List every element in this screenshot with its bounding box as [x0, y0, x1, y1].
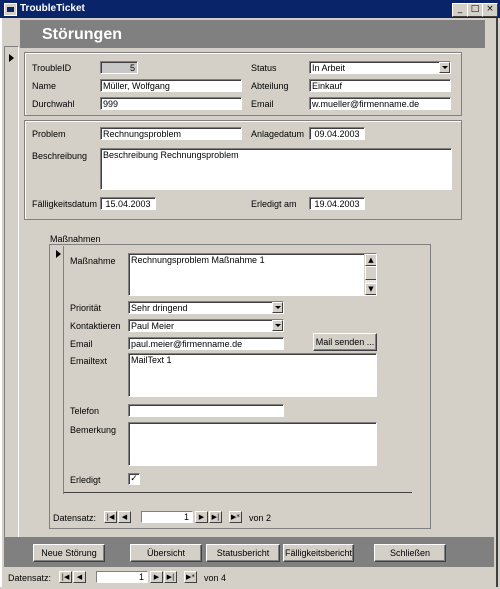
main-nav-label: Datensatz: [8, 573, 52, 583]
massnahme-email-label: Email [70, 339, 93, 349]
new-record-icon[interactable]: ▶* [184, 571, 197, 583]
status-select[interactable] [309, 61, 451, 74]
erledigt-label: Erledigt [70, 475, 101, 485]
next-record-icon[interactable]: ▶ [195, 511, 208, 523]
first-record-icon[interactable]: |◀ [104, 511, 117, 523]
massnahme-field[interactable] [128, 253, 377, 296]
status-value: In Arbeit [312, 63, 346, 73]
current-record-arrow-icon [9, 54, 14, 62]
neue-stoerung-button[interactable]: Neue Störung [33, 544, 105, 562]
bemerkung-field[interactable] [128, 422, 377, 466]
telefon-label: Telefon [70, 406, 100, 416]
subform-nav-label: Datensatz: [53, 513, 97, 523]
main-record-number[interactable]: 1 [96, 571, 148, 583]
prioritaet-select[interactable] [128, 301, 284, 314]
chevron-down-icon[interactable] [272, 320, 283, 331]
subform-nav-count: von 2 [249, 513, 272, 523]
abteilung-field[interactable]: Einkauf [309, 79, 451, 92]
faelligkeitsbericht-button[interactable]: Fälligkeitsbericht [283, 544, 354, 562]
erledigt-am-field[interactable]: 19.04.2003 [309, 197, 365, 210]
problem-field[interactable]: Rechnungsproblem [100, 127, 242, 140]
email-field[interactable]: w.mueller@firmenname.de [309, 97, 451, 110]
page-title: Störungen [42, 26, 122, 43]
faelligkeitsdatum-label: Fälligkeitsdatum [32, 199, 98, 209]
beschreibung-label: Beschreibung [32, 151, 88, 161]
statusbericht-button[interactable]: Statusbericht [206, 544, 280, 562]
prioritaet-label: Priorität [70, 303, 102, 313]
massnahme-email-field[interactable]: paul.meier@firmenname.de [128, 337, 284, 350]
name-label: Name [32, 81, 57, 91]
subform-record-selector[interactable] [51, 246, 64, 494]
maximize-button[interactable]: □ [467, 3, 483, 17]
erledigt-checkbox[interactable]: ✓ [128, 473, 140, 485]
massnahme-value: Rechnungsproblem Maßnahme 1 [131, 255, 265, 265]
main-nav-count: von 4 [204, 573, 227, 583]
bemerkung-label: Bemerkung [70, 425, 117, 435]
schliessen-button[interactable]: Schließen [374, 544, 446, 562]
first-record-icon[interactable]: |◀ [59, 571, 72, 583]
title-bar [0, 0, 500, 18]
massnahme-label: Maßnahme [70, 256, 116, 266]
new-record-icon[interactable]: ▶* [229, 511, 242, 523]
kontaktieren-label: Kontaktieren [70, 321, 121, 331]
emailtext-field[interactable]: MailText 1 [128, 353, 377, 397]
email-label: Email [251, 99, 274, 109]
troubleid-label: TroubleID [32, 63, 72, 73]
massnahmen-title: Maßnahmen [50, 234, 101, 244]
beschreibung-field[interactable]: Beschreibung Rechnungsproblem [100, 148, 452, 190]
durchwahl-label: Durchwahl [32, 99, 75, 109]
status-label: Status [251, 63, 277, 73]
faelligkeitsdatum-field[interactable]: 15.04.2003 [100, 197, 156, 210]
form-icon [4, 3, 17, 16]
anlagedatum-field[interactable]: 09.04.2003 [309, 127, 365, 140]
subform-divider [64, 492, 412, 493]
window-title: TroubleTicket [20, 3, 85, 14]
emailtext-label: Emailtext [70, 356, 108, 366]
subform-current-record-arrow-icon [56, 250, 61, 258]
prev-record-icon[interactable]: ◀ [73, 571, 86, 583]
minimize-button[interactable]: _ [452, 3, 468, 17]
scroll-down-icon[interactable]: ▼ [365, 283, 377, 295]
kontaktieren-value: Paul Meier [131, 321, 175, 331]
chevron-down-icon[interactable] [272, 302, 283, 313]
problem-label: Problem [32, 129, 66, 139]
troubleid-field[interactable]: 5 [100, 61, 138, 74]
chevron-down-icon[interactable] [439, 62, 450, 73]
scroll-up-icon[interactable]: ▲ [365, 254, 377, 266]
mail-senden-button[interactable]: Mail senden ... [313, 333, 377, 351]
anlagedatum-label: Anlagedatum [251, 129, 305, 139]
last-record-icon[interactable]: ▶| [209, 511, 222, 523]
prev-record-icon[interactable]: ◀ [118, 511, 131, 523]
form-header [20, 20, 485, 48]
massnahme-scrollbar[interactable] [364, 254, 376, 295]
close-button[interactable]: × [482, 3, 498, 17]
uebersicht-button[interactable]: Übersicht [130, 544, 202, 562]
durchwahl-field[interactable]: 999 [100, 97, 242, 110]
last-record-icon[interactable]: ▶| [164, 571, 177, 583]
next-record-icon[interactable]: ▶ [150, 571, 163, 583]
subform-record-number[interactable]: 1 [141, 511, 193, 523]
prioritaet-value: Sehr dringend [131, 303, 188, 313]
erledigt-am-label: Erledigt am [251, 199, 297, 209]
scroll-thumb[interactable] [365, 266, 377, 280]
name-field[interactable]: Müller, Wolfgang [100, 79, 242, 92]
kontaktieren-select[interactable] [128, 319, 284, 332]
record-selector[interactable] [4, 46, 19, 540]
telefon-field[interactable] [128, 404, 284, 417]
abteilung-label: Abteilung [251, 81, 289, 91]
